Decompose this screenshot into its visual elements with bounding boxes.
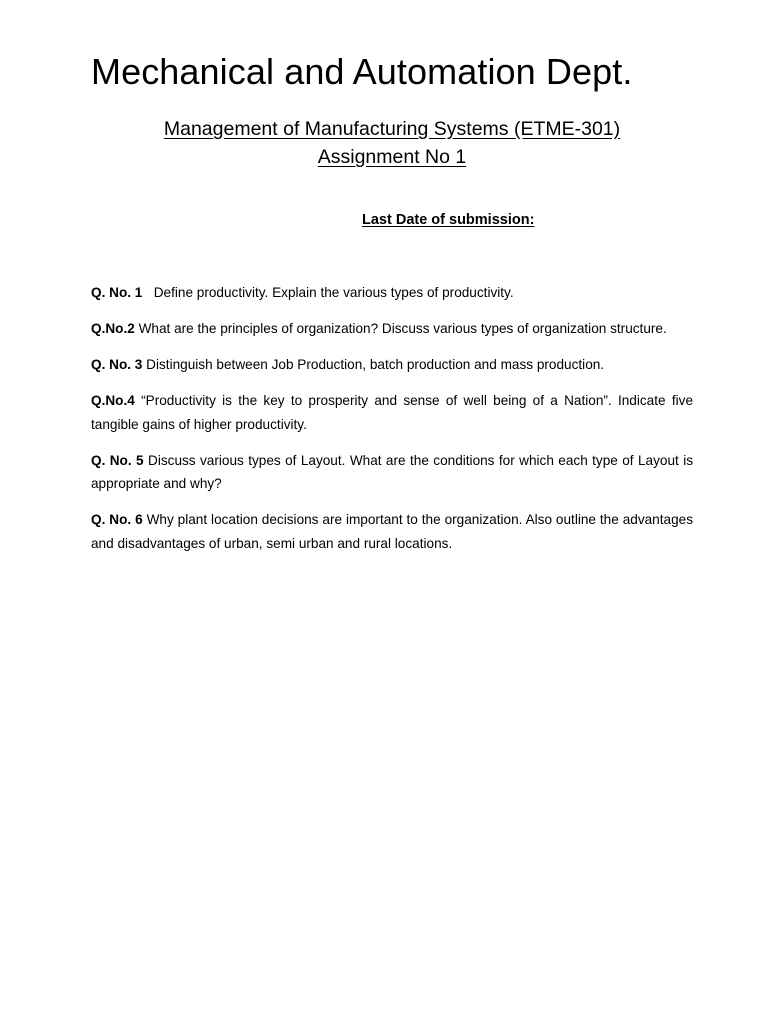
question-number: Q.No.4: [91, 393, 135, 408]
question-number: Q. No. 1: [91, 285, 143, 300]
question-6: [91, 508, 693, 555]
question-1: [91, 281, 693, 305]
question-number: Q.No.2: [91, 321, 135, 336]
question-text: Distinguish between Job Production, batch production and mass production.: [146, 357, 605, 372]
assignment-title: Assignment No 1: [317, 146, 467, 168]
question-number: Q. No. 5: [91, 452, 144, 468]
question-5: [91, 449, 693, 496]
question-text: Discuss various types of Layout. What are the conditions for which each type of Layout is appropriate and why?: [91, 452, 694, 491]
question-text: Define productivity. Explain the various types of productivity.: [153, 285, 514, 300]
last-date-label: Last Date of submission:: [362, 212, 535, 228]
question-4: [91, 389, 693, 436]
question-text: “Productivity is the key to prosperity and sense of well being of a Nation”. Indicate five tangible gains of higher productivity.: [91, 393, 694, 432]
question-text: What are the principles of organization? Discuss various types of organization structure.: [138, 321, 667, 336]
course-title: Management of Manufacturing Systems (ETME-301): [163, 118, 621, 140]
department-title: Mechanical and Automation Dept.: [91, 51, 633, 92]
question-2: [91, 317, 693, 341]
question-number: Q. No. 6: [91, 512, 143, 527]
question-number: Q. No. 3: [91, 357, 143, 372]
question-3: [91, 353, 693, 377]
question-text: Why plant location decisions are important to the organization. Also outline the advantages and disadvantages of urban, semi urban and rural locations.: [91, 512, 694, 551]
question-list: [91, 281, 693, 568]
